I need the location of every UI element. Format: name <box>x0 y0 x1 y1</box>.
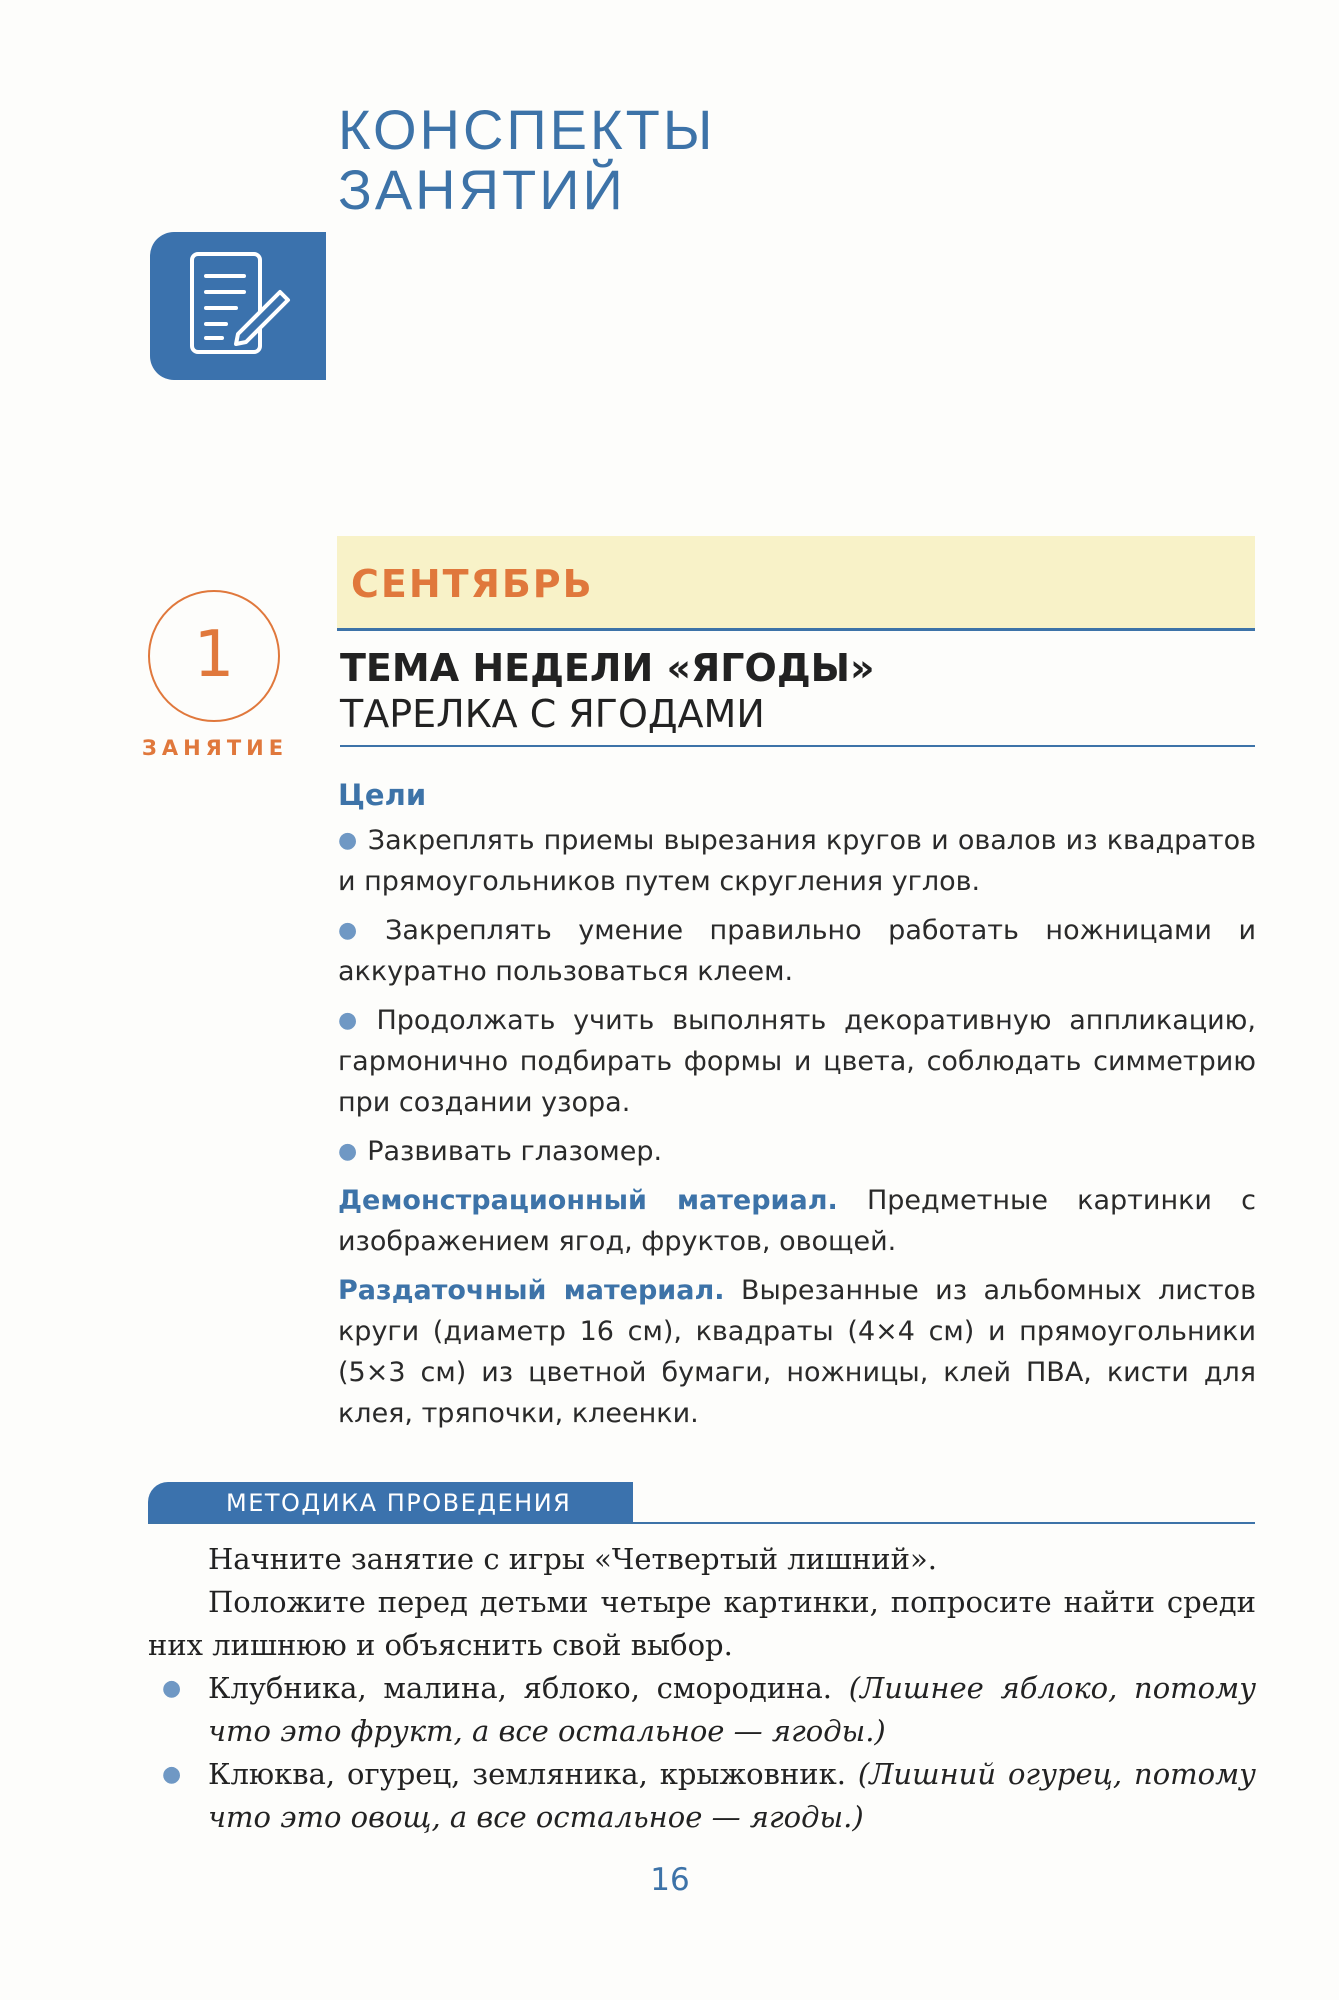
goals-heading: Цели <box>338 778 427 812</box>
method-heading-bar <box>148 1482 633 1524</box>
bullet-icon: ● <box>338 1139 358 1164</box>
list-item: ● Клюква, огурец, земляника, крыжовник. (Лишний огурец, потому что это овощ, а все остальное — ягоды.) <box>148 1753 1256 1839</box>
section-title-line1: КОНСПЕКТЫ <box>338 98 716 161</box>
demo-material-text: Предметные картинки с изображением ягод, фруктов, овощей. <box>338 1185 1256 1257</box>
bullet-icon: ● <box>338 918 376 943</box>
bullet-icon: ● <box>162 1676 182 1701</box>
notes-pencil-icon <box>186 246 296 366</box>
bullet-icon: ● <box>338 828 358 853</box>
handout-material-label: Раздаточный материал. <box>338 1275 725 1306</box>
method-heading: МЕТОДИКА ПРОВЕДЕНИЯ <box>226 1489 572 1517</box>
method-paragraph: Начните занятие с игры «Четвертый лишний». <box>208 1542 937 1576</box>
section-title-line2: ЗАНЯТИЙ <box>338 158 626 221</box>
list-item: ● Закреплять умение правильно работать ножницами и аккуратно пользоваться клеем. <box>338 915 1256 987</box>
bullet-icon: ● <box>162 1762 182 1787</box>
list-item: ● Клубника, малина, яблоко, смородина. (Лишнее яблоко, потому что это фрукт, а все остальное — ягоды.) <box>148 1667 1256 1753</box>
section-tab <box>150 232 326 380</box>
demo-material-label: Демонстрационный материал. <box>338 1185 838 1216</box>
handout-material-text: Вырезанные из альбомных листов круги (диаметр 16 см), квадраты (4×4 см) и прямоугольники (5×3 см) из цветной бумаги, ножницы, клей ПВА, кисти для клея, тряпочки, клеенки. <box>338 1275 1256 1429</box>
page-number: 16 <box>650 1862 690 1898</box>
lesson-content <box>338 775 1256 1434</box>
method-text <box>148 1538 1256 1839</box>
topic-block <box>340 645 1255 747</box>
method-paragraph: Положите перед детьми четыре картинки, попросите найти среди них лишнюю и объяснить свой выбор. <box>148 1585 1256 1662</box>
topic-subtitle: ТАРЕЛКА С ЯГОДАМИ <box>340 692 765 736</box>
demo-material <box>338 1180 1256 1262</box>
lesson-number: 1 <box>148 590 280 722</box>
month-label: СЕНТЯБРЬ <box>351 562 594 606</box>
topic-title: ТЕМА НЕДЕЛИ «ЯГОДЫ» <box>340 646 875 690</box>
divider <box>148 1522 1255 1524</box>
lesson-label: ЗАНЯТИЕ <box>141 736 289 760</box>
month-band <box>337 536 1255 631</box>
section-title <box>338 100 1038 220</box>
method-list <box>148 1667 1256 1839</box>
list-item: ● Продолжать учить выполнять декоративную аппликацию, гармонично подбирать формы и цвета, соблюдать симметрию при создании узора. <box>338 1005 1256 1118</box>
list-item: ● Развивать глазомер. <box>338 1136 663 1167</box>
list-item: ● Закреплять приемы вырезания кругов и овалов из квадратов и прямоугольников путем скругления углов. <box>338 825 1256 897</box>
handout-material <box>338 1270 1256 1434</box>
bullet-icon: ● <box>338 1008 367 1033</box>
goals-list <box>338 820 1256 1172</box>
